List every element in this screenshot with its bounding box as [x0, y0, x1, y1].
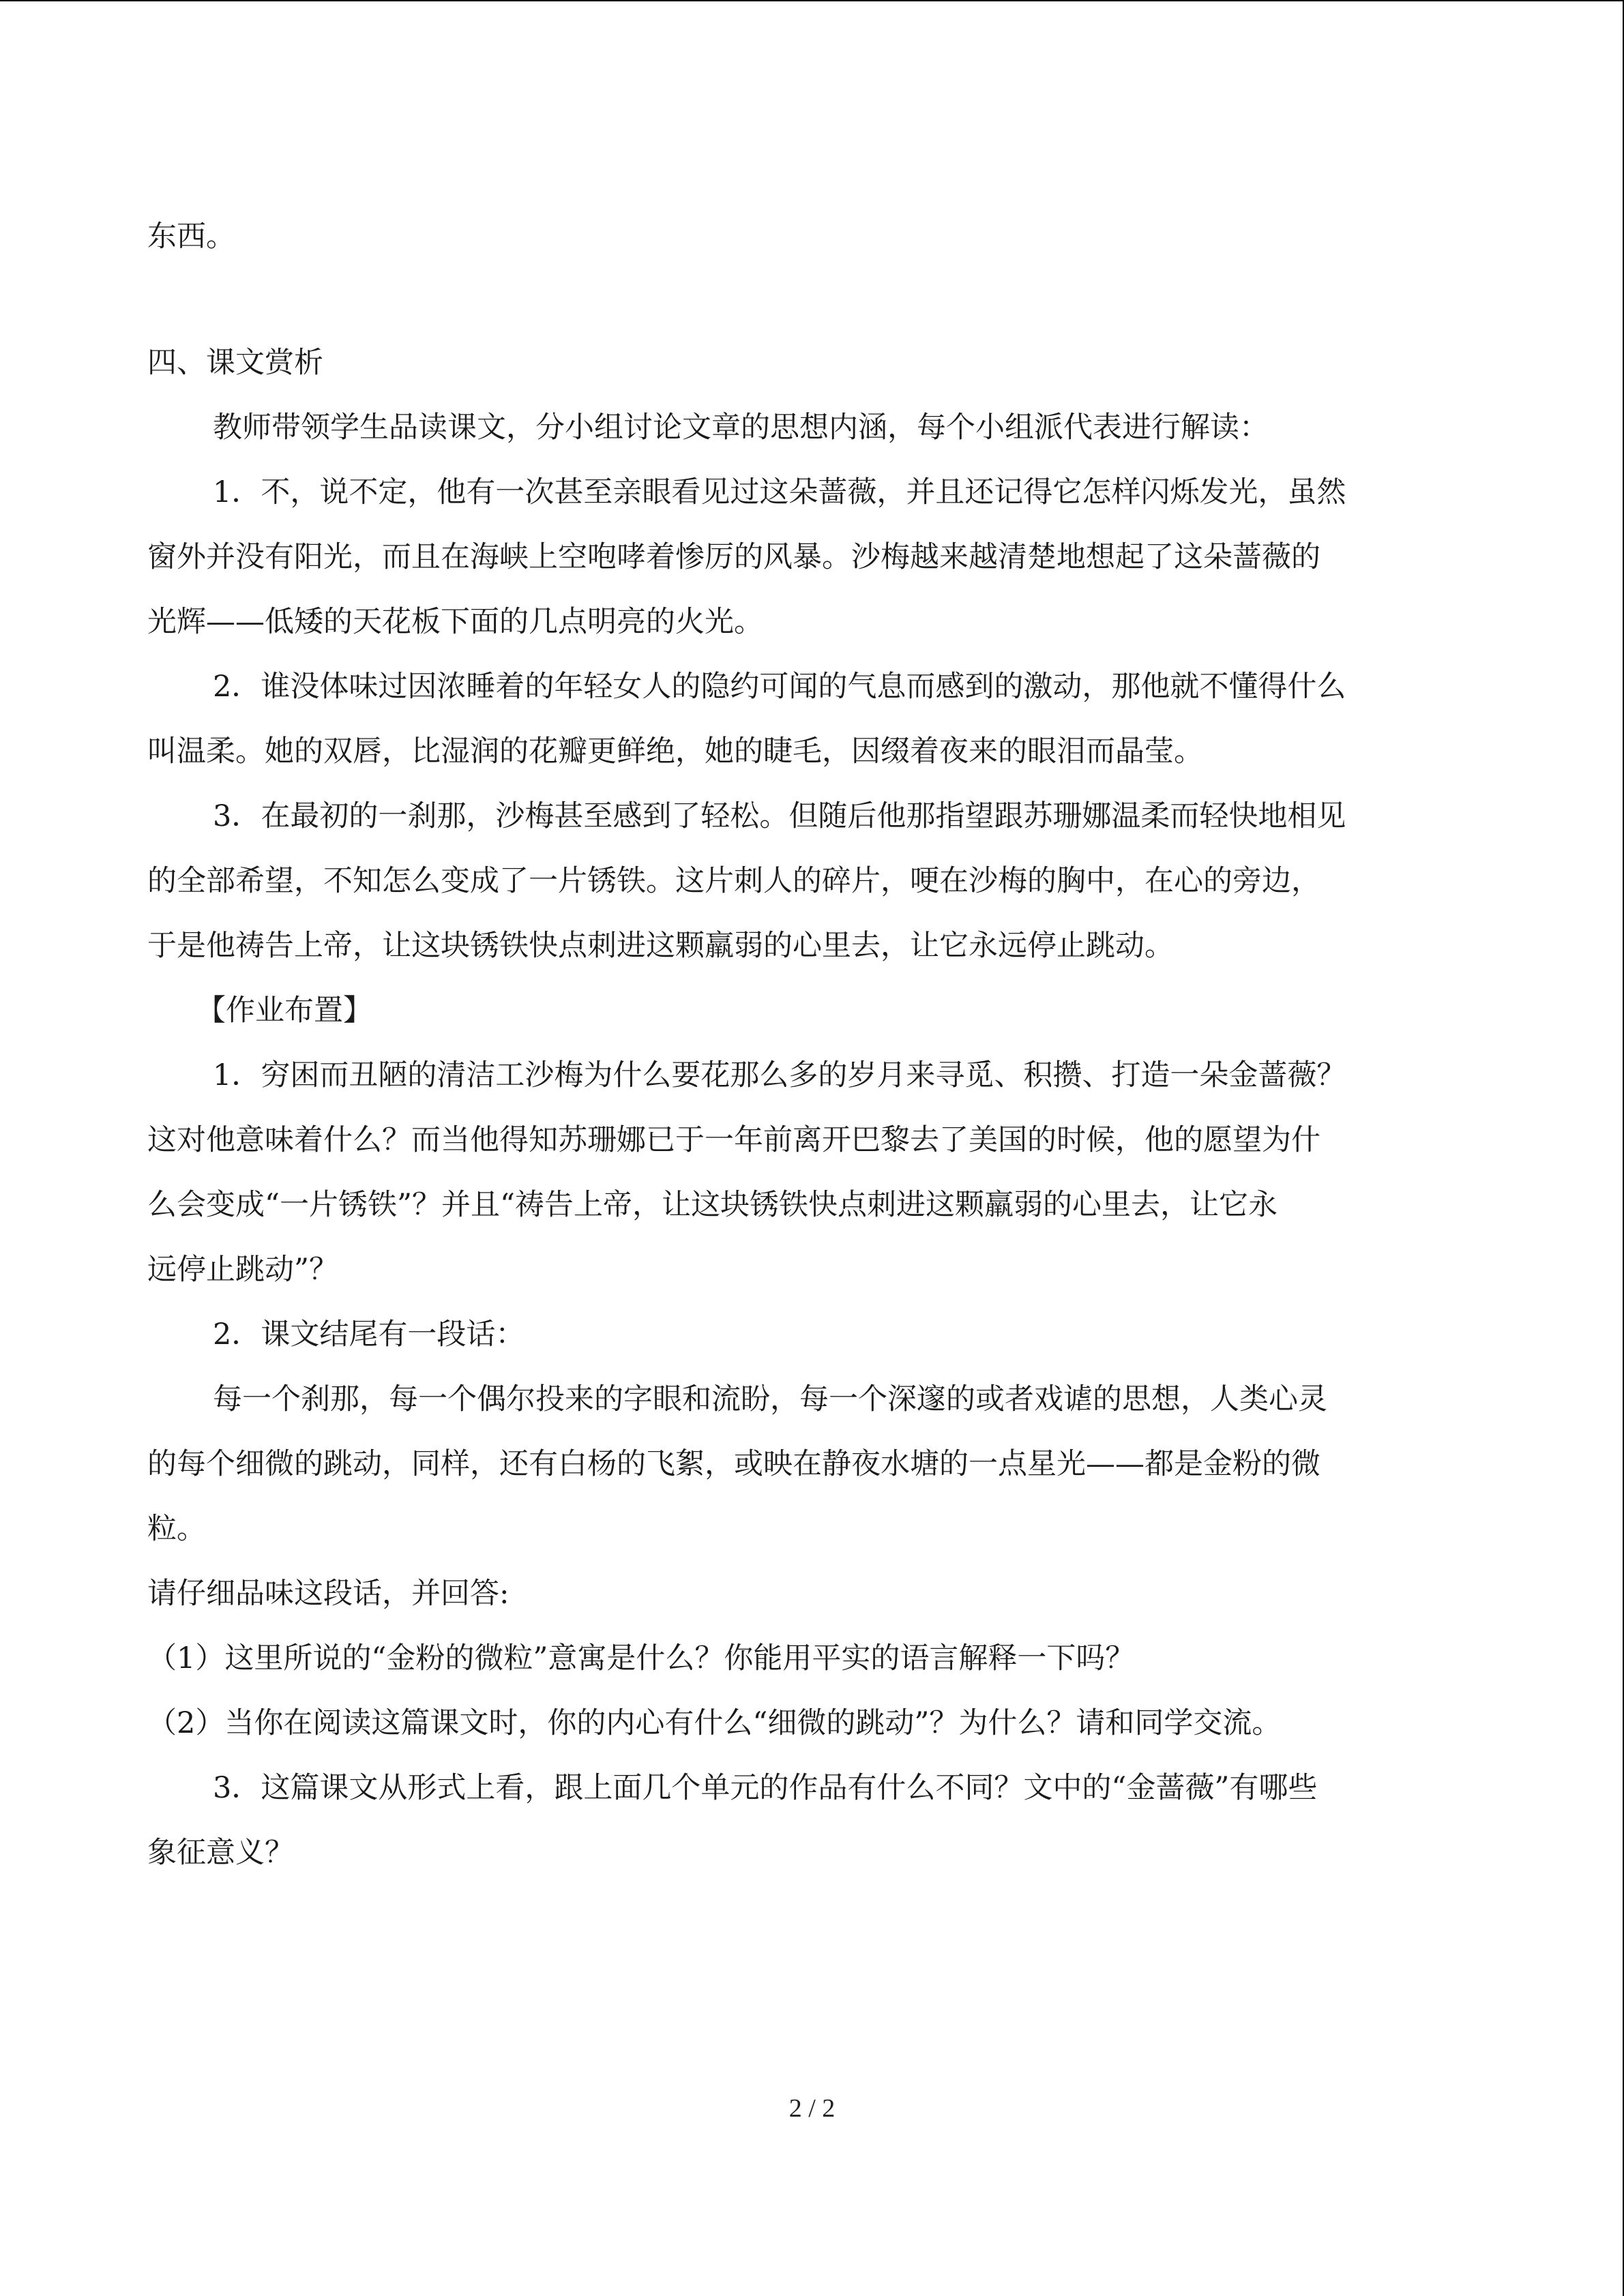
answer-prompt: 请仔细品味这段话，并回答: [147, 1577, 510, 1611]
homework-question-3 [147, 1756, 1477, 1885]
paragraph-line: 3．在最初的一刹那，沙梅甚至感到了轻松。但随后他那指望跟苏珊娜温柔而轻快地相见 [213, 799, 1346, 833]
paragraph-line: 于是他祷告上帝，让这块锈铁快点刺进这颗羸弱的心里去，让它永远停止跳动。 [147, 929, 1174, 963]
paragraph-line: 窗外并没有阳光，而且在海峡上空咆哮着惨厉的风暴。沙梅越来越清楚地想起了这朵蔷薇的 [147, 540, 1320, 574]
sub-question-1: （1）这里所说的“金粉的微粒”意寓是什么？你能用平实的语言解释一下吗？ [147, 1641, 1135, 1675]
sub-question-2: （2）当你在阅读这篇课文时，你的内心有什么“细微的跳动”？为什么？请和同学交流。 [147, 1706, 1282, 1740]
section-intro: 教师带领学生品读课文，分小组讨论文章的思想内涵，每个小组派代表进行解读： [213, 411, 1269, 445]
analysis-point-2 [147, 655, 1477, 784]
paragraph-line: 象征意义？ [147, 1836, 294, 1870]
page-number: 2 / 2 [788, 2094, 836, 2123]
quoted-passage [147, 1367, 1477, 1562]
paragraph-line: 的全部希望，不知怎么变成了一片锈铁。这片刺人的碎片，哽在沙梅的胸中，在心的旁边， [147, 864, 1320, 898]
paragraph-line: 1．穷困而丑陋的清洁工沙梅为什么要花那么多的岁月来寻觅、积攒、打造一朵金蔷薇？ [213, 1058, 1346, 1092]
paragraph-line: 粒。 [147, 1512, 206, 1546]
document-body [147, 205, 1477, 1885]
paragraph-line: 3．这篇课文从形式上看，跟上面几个单元的作品有什么不同？文中的“金蔷薇”有哪些 [213, 1771, 1318, 1805]
paragraph-line: 远停止跳动”？ [147, 1253, 338, 1287]
spacer [147, 269, 1477, 331]
paragraph-line: 么会变成“一片锈铁”？并且“祷告上帝，让这块锈铁快点刺进这颗羸弱的心里去，让它永 [147, 1188, 1278, 1222]
analysis-point-1 [147, 460, 1477, 655]
paragraph-line: 这对他意味着什么？而当他得知苏珊娜已于一年前离开巴黎去了美国的时候，他的愿望为什 [147, 1123, 1320, 1157]
paragraph-line: 光辉——低矮的天花板下面的几点明亮的火光。 [147, 605, 763, 639]
section-heading: 四、课文赏析 [147, 346, 323, 380]
analysis-point-3 [147, 784, 1477, 979]
paragraph-line: 的每个细微的跳动，同样，还有白杨的飞絮，或映在静夜水塘的一点星光——都是金粉的微 [147, 1447, 1320, 1481]
paragraph-line: 每一个刹那，每一个偶尔投来的字眼和流盼，每一个深邃的或者戏谑的思想，人类心灵 [213, 1382, 1327, 1416]
paragraph-line: 2．谁没体味过因浓睡着的年轻女人的隐约可闻的气息而感到的激动，那他就不懂得什么 [213, 670, 1346, 704]
homework-question-1 [147, 1043, 1477, 1302]
continuation-text: 东西。 [147, 220, 235, 254]
paragraph-line: 1．不，说不定，他有一次甚至亲眼看见过这朵蔷薇，并且还记得它怎样闪烁发光，虽然 [213, 475, 1346, 509]
homework-question-2: 2．课文结尾有一段话： [213, 1317, 525, 1352]
paragraph-line: 叫温柔。她的双唇，比湿润的花瓣更鲜绝，她的睫毛，因缀着夜来的眼泪而晶莹。 [147, 734, 1203, 769]
homework-heading: 【作业布置】 [196, 994, 372, 1028]
